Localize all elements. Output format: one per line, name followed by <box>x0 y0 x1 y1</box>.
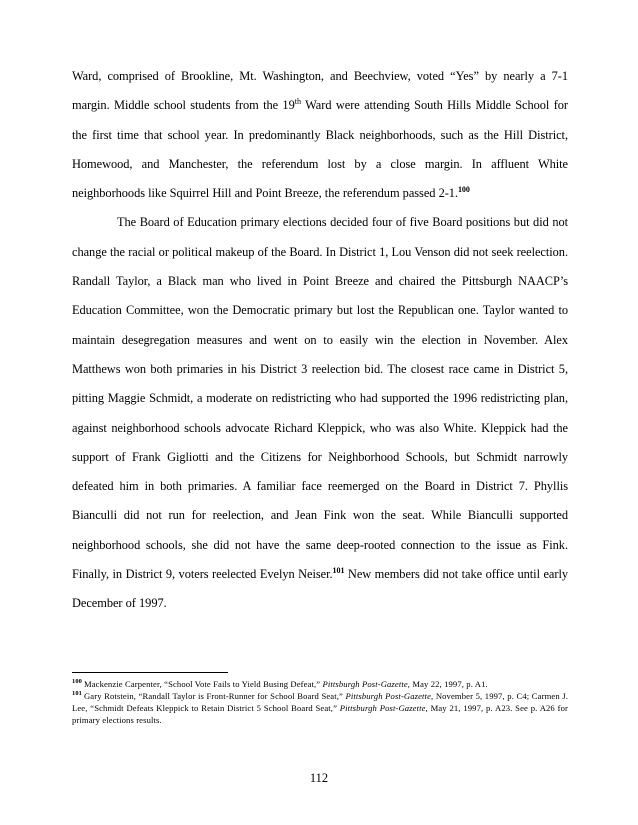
text-run: , May 21, 1997, p. A23. See p. A26 for primary elections results. <box>72 703 568 726</box>
page-number: 112 <box>309 771 329 785</box>
footnote-reference-101[interactable]: 101 <box>332 565 345 575</box>
text-run: Ward, comprised of Brookline, Mt. Washington, and Beechview, voted “Yes” by nearly a 7-1 margin. Middle school students from the 19 <box>72 69 568 113</box>
publication-title: Pittsburgh Post-Gazette <box>339 703 426 714</box>
footnote-reference-100[interactable]: 100 <box>457 185 470 195</box>
text-run: Mackenzie Carpenter, “School Vote Fails to Yield Busing Defeat,” <box>83 679 323 689</box>
body-text-block <box>72 62 568 619</box>
footnote-marker-100: 100 <box>72 678 82 686</box>
footnote-separator-rule <box>72 672 228 673</box>
footnote-area <box>72 672 568 726</box>
footnote-entry-101 <box>72 690 568 726</box>
paragraph-board-elections <box>72 208 568 618</box>
text-run: New members did not take office until early December of 1997. <box>72 567 568 611</box>
text-run: The Board of Education primary elections decided four of five Board positions but did not change the racial or political makeup of the Board. In District 1, Lou Venson did not seek reelection. Randall Taylor, a Black man who lived in Point Breeze and chaired the Pittsburgh NAACP’s Education Committee, won the Democratic primary but lost the Republican one. Taylor wanted to maintain desegregation measures and went on to easily win the election in November. Alex Matthews won both primaries in his District 3 reelection bid. The closest race came in District 5, pitting Maggie Schmidt, a moderate on redistricting who had supported the 1996 redistricting plan, against neighborhood schools advocate Richard Kleppick, who was also White. Kleppick had the support of Frank Gigliotti and the Citizens for Neighborhood Schools, but Schmidt narrowly defeated him in both primaries. A familiar face reemerged on the Board in District 7. Phyllis Bianculli did not run for reelection, and Jean Fink won the seat. While Bianculli supported neighborhood schools, she did not have the same deep-rooted connection to the issue as Fink. Finally, in District 9, voters reelected Evelyn Neiser. <box>72 215 568 582</box>
footnote-entry-100 <box>72 678 568 690</box>
footnote-marker-101: 101 <box>72 690 82 698</box>
ordinal-suffix: th <box>294 97 302 107</box>
text-run: , November 5, 1997, p. C4; Carmen J. Lee, “Schmidt Defeats Kleppick to Retain District 5 School Board Seat,” <box>72 691 568 714</box>
publication-title: Pittsburgh Post-Gazette <box>322 679 408 689</box>
paragraph-referendum-results <box>72 62 568 208</box>
text-run: , May 22, 1997, p. A1. <box>407 679 488 689</box>
text-run: Gary Rotstein, “Randall Taylor is Front-Runner for School Board Seat,” <box>83 691 346 702</box>
publication-title: Pittsburgh Post-Gazette <box>345 691 432 702</box>
text-run: Ward were attending South Hills Middle School for the first time that school year. In predominantly Black neighborhoods, such as the Hill District, Homewood, and Manchester, the referendum lost by a close margin. In affluent White neighborhoods like Squirrel Hill and Point Breeze, the referendum passed 2-1. <box>72 98 568 201</box>
